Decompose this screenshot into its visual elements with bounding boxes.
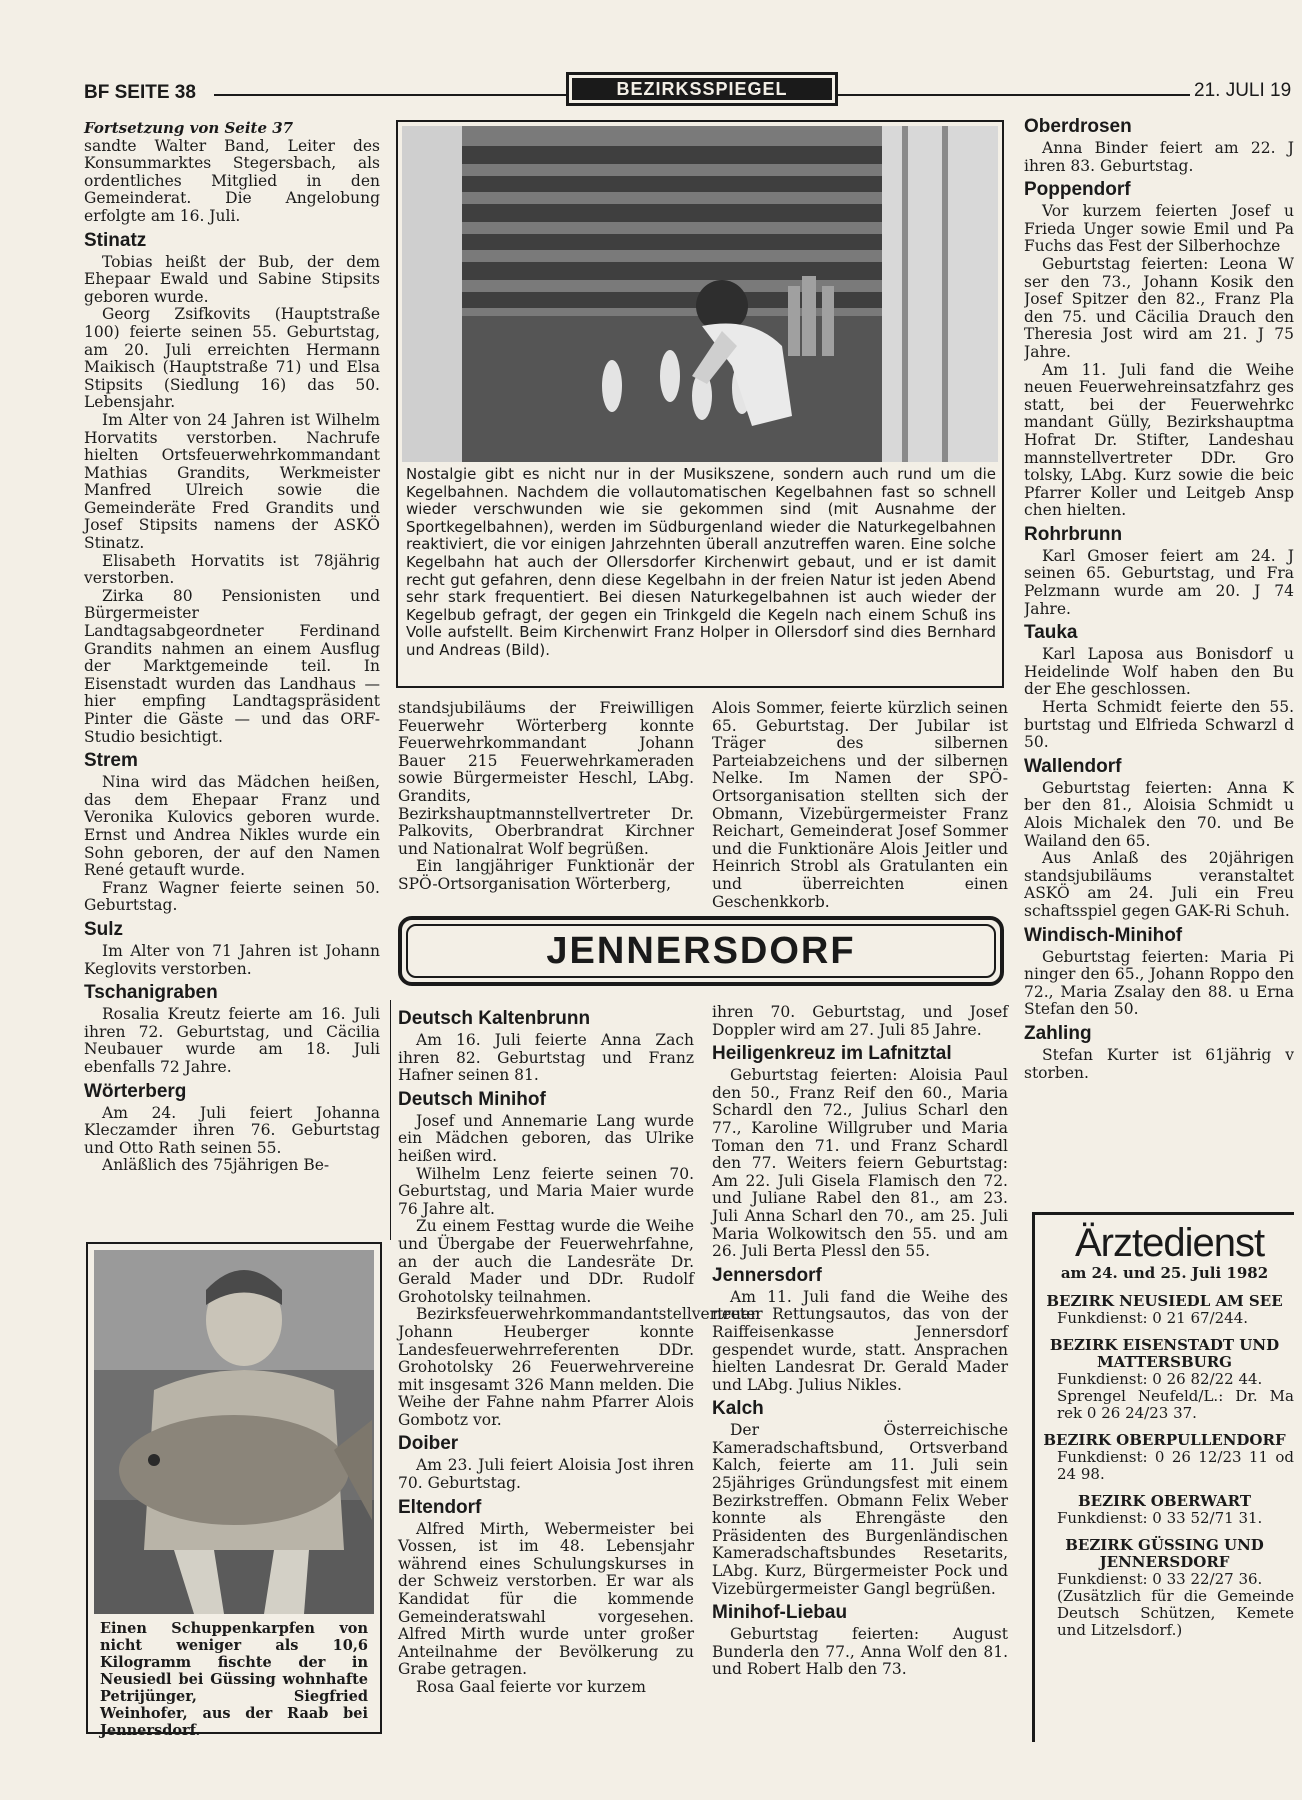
paragraph: Geburtstag feierten: August Bunderla den 77., Anna Wolf den 81. und Robert Halb den 73.	[712, 1625, 1008, 1679]
paragraph: Am 11. Juli fand die Weihe des neuen Rettungsautos, das von der Raiffeisenkasse Jennersdorf gespendet wurde, statt. Ansprachen hielten Landesrat Dr. Gerald Mader und LAbg. Julius Nikles.	[712, 1287, 1008, 1394]
radio-number: Funkdienst: 0 33 52/71 31.	[1057, 1508, 1263, 1527]
paragraph: Aus Anlaß des 20jährigen standsjubiläums veranstaltet ASKÖ am 24. Juli ein Freu schaftsspiel gegen GAK-Ri Schuh.	[1024, 849, 1294, 920]
heading-heiligenkreuz: Heiligenkreuz im Lafnitztal	[712, 1043, 952, 1065]
page-number: BF SEITE 38	[84, 82, 196, 103]
paragraph: sandte Walter Band, Leiter des Konsummarktes Stegersbach, als ordentliches Mitglied in den Gemeinderat. Die Angelobung erfolgte am 16. Juli.	[84, 136, 380, 225]
column-2-top	[398, 700, 694, 894]
issue-date: 21. JULI 19	[1194, 80, 1292, 101]
district-oberwart: BEZIRK OBERWART	[1077, 1491, 1251, 1510]
heading-tschanigraben: Tschanigraben	[84, 982, 218, 1004]
heading-doiber: Doiber	[398, 1433, 459, 1455]
paragraph: Stefan Kurter ist 61jährig v storben.	[1024, 1045, 1294, 1082]
paragraph: Am 16. Juli feierte Anna Zach ihren 82. Geburtstag und Franz Hafner seinen 81.	[398, 1031, 694, 1085]
heading-sulz: Sulz	[84, 918, 124, 940]
paragraph: Geburtstag feierten: Maria Pi ninger den 65., Johann Roppo den 72., Maria Zsalay den 88. u Erna Stefan den 50.	[1024, 947, 1294, 1019]
column-divider	[390, 1000, 391, 1240]
paragraph: Am 23. Juli feiert Aloisia Jost ihren 70. Geburtstag.	[398, 1456, 694, 1493]
paragraph: Franz Wagner feierte seinen 50. Geburtstag.	[84, 878, 380, 915]
paragraph: Geburtstag feierten: Aloisia Paul den 50., Franz Reif den 60., Maria Schardl den 72., Julius Scharl den 77., Karoline Willgruber und Maria Toman den 71. und Franz Schardl den 77. Weiters feiern Geburtstag: Am 22. Juli Gisela Flamisch den 72. und Juliane Rabel den 81., am 23. Juli Anna Scharl den 70., am 25. Juli Maria Wolkowitsch den 55. und am 26. Juli Berta Plessl den 55.	[712, 1066, 1008, 1261]
heading-zahling: Zahling	[1024, 1022, 1092, 1044]
heading-poppendorf: Poppendorf	[1024, 179, 1131, 201]
district-guessing: BEZIRK GÜSSING UND JENNERSDORF	[1065, 1535, 1264, 1571]
paragraph: Anna Binder feiert am 22. J ihren 83. Geburtstag.	[1024, 139, 1294, 175]
paragraph: Herta Schmidt feierte den 55. burtstag und Elfrieda Schwarzl d 50.	[1024, 698, 1294, 752]
fisherman-image	[94, 1250, 374, 1614]
aerztedienst-dates: am 24. und 25. Juli 1982	[1060, 1264, 1269, 1282]
kegelbahn-image	[402, 126, 998, 462]
kegelbahn-photo-caption: Nostalgie gibt es nicht nur in der Musikszene, sondern auch rund um die Kegelbahnen. Nachdem die vollautomatischen Kegelbahnen fast so schnell wieder verschwunden wie sie gekommen sind (mit Ausnahme der Sportkegelbahnen), werden im Südburgenland wieder die Naturkegelbahnen reaktiviert, die vor einigen Jahrzehnten überall anzutreffen waren. Eine solche Kegelbahn hat auch der Ollersdorfer Kirchenwirt gebaut, und er ist damit recht gut gefahren, denn diese Kegelbahn in der freien Natur ist jeden Abend sehr stark frequentiert. Bei diesen Naturkegelbahnen ist auch wieder der Kegelbub gefragt, der gegen ein Trinkgeld die Kegeln nach einem Schuß ins Volle aufstellt. Beim Kirchenwirt Franz Holper in Ollersdorf sind dies Bernhard und Andreas (Bild).	[406, 465, 996, 659]
paragraph: Elisabeth Horvatits ist 78jährig verstorben.	[84, 551, 380, 588]
column-3-bottom	[712, 1004, 1008, 1679]
paragraph: Josef und Annemarie Lang wurde ein Mädchen geboren, das Ulrike heißen wird.	[398, 1111, 694, 1165]
paragraph: Am 24. Juli feiert Johanna Kleczamder ihren 76. Geburtstag und Otto Rath seinen 55.	[84, 1103, 380, 1157]
extra-note: (Zusätzlich für die Gemeinde Deutsch Schützen, Kemete und Litzelsdorf.)	[1057, 1586, 1294, 1639]
masthead-rule-right	[838, 94, 1190, 96]
paragraph: Rosalia Kreutz feierte am 16. Juli ihren 72. Geburtstag, und Cäcilia Neubauer wurde am 18. Juli ebenfalls 72 Jahre.	[84, 1005, 380, 1076]
heading-wallendorf: Wallendorf	[1024, 755, 1122, 777]
extra-contact: Sprengel Neufeld/L.: Dr. Ma rek 0 26 24/23 37.	[1057, 1386, 1294, 1422]
paragraph: Zirka 80 Pensionisten und Bürgermeister Landtagsabgeordneter Ferdinand Grandits nahmen an einem Ausflug der Marktgemeinde teil. In Eisenstadt wurden das Landhaus — hier empfing Landtagspräsident Pinter die Gäste — und das ORF-Studio besichtigt.	[84, 586, 380, 746]
radio-number: Funkdienst: 0 26 12/23 11 od 24 98.	[1057, 1447, 1294, 1483]
column-3-top	[712, 700, 1008, 911]
paragraph: Anläßlich des 75jährigen Be-	[102, 1156, 330, 1175]
paragraph: Bezirksfeuerwehrkommandantstellvertreter Johann Heuberger konnte Landesfeuerwehrreferenten DDr. Grohotolsky 26 Feuerwehrvereine mit insgesamt 326 Mann melden. Die Weihe der Fahne nahm Pfarrer Alois Gombotz vor.	[398, 1305, 763, 1429]
paragraph: Alois Sommer, feierte kürzlich seinen 65. Geburtstag. Der Jubilar ist Träger des silbernen Parteiabzeichens und der silbernen Nelke. Im Namen der SPÖ-Ortsorganisation stellten sich der Obmann, Vizebürgermeister Franz Reichart, Gemeinderat Josef Sommer und die Funktionäre Alois Jeitler und Heinrich Strobl als Gratulanten ein und überreichten einen Geschenkkorb.	[712, 699, 1008, 911]
paragraph: Am 11. Juli fand die Weihe neuen Feuerwehreinsatzfahrz ges statt, bei der Feuerwehrkc mandant Gülly, Bezirkshauptma Hofrat Dr. Stifter, Landeshau mannstellvertreter DDr. Gro tolsky, LAbg. Kurz sowie die beic Pfarrer Koller und Leitgeb Ansp chen hielten.	[1024, 360, 1294, 520]
aerztedienst-box	[1032, 1212, 1294, 1742]
heading-deutsch-minihof: Deutsch Minihof	[398, 1088, 546, 1110]
masthead-section-box	[566, 72, 838, 106]
continuation-note: Fortsetzung von Seite 37	[84, 119, 294, 137]
fish-photo-box	[86, 1242, 382, 1739]
paragraph: Rosa Gaal feierte vor kurzem	[416, 1678, 646, 1696]
district-neusiedl: BEZIRK NEUSIEDL AM SEE	[1046, 1291, 1283, 1310]
paragraph: Geburtstag feierten: Anna K ber den 81., Aloisia Schmidt u Alois Michalek den 70. und Be Wailand den 65.	[1024, 778, 1294, 850]
paragraph: Karl Gmoser feiert am 24. J seinen 65. Geburtstag, und Fra Pelzmann wurde am 20. J 74 Jahre.	[1024, 546, 1294, 618]
heading-windisch-minihof: Windisch-Minihof	[1024, 924, 1183, 946]
district-oberpullendorf: BEZIRK OBERPULLENDORF	[1043, 1430, 1286, 1449]
aerztedienst-title: Ärztedienst	[1075, 1221, 1265, 1265]
heading-minihof-liebau: Minihof-Liebau	[712, 1602, 848, 1624]
paragraph: Vor kurzem feierten Josef u Frieda Unger sowie Emil und Pa Fuchs das Fest der Silberhochze	[1024, 202, 1294, 256]
fish-photo	[94, 1250, 374, 1614]
heading-kalch: Kalch	[712, 1398, 764, 1420]
radio-number: Funkdienst: 0 26 82/22 44.	[1057, 1369, 1263, 1388]
region-banner-inner	[406, 924, 996, 978]
heading-oberdrosen: Oberdrosen	[1024, 116, 1132, 137]
heading-rohrbrunn: Rohrbrunn	[1024, 523, 1123, 545]
radio-number: Funkdienst: 0 21 67/244.	[1057, 1308, 1249, 1327]
radio-number: Funkdienst: 0 33 22/27 36.	[1057, 1569, 1263, 1588]
paragraph: Wilhelm Lenz feierte seinen 70. Geburtstag, und Maria Maier wurde 76 Jahre alt.	[398, 1164, 694, 1218]
column-4	[1024, 116, 1294, 1082]
paragraph: ihren 70. Geburtstag, und Josef Doppler wird am 27. Juli 85 Jahre.	[712, 1003, 1008, 1039]
heading-jennersdorf: Jennersdorf	[712, 1264, 822, 1286]
paragraph: Geburtstag feierten: Leona W ser den 73., Johann Kosik den Josef Spitzer den 82., Franz Pla den 75. und Cäcilia Drauch den Theresia Jost wird am 21. J 75 Jahre.	[1024, 254, 1294, 361]
paragraph: Georg Zsifkovits (Hauptstraße 100) feierte seinen 55. Geburtstag, am 20. Juli erreichten Hermann Maikisch (Hauptstraße 71) und Elsa Stipsits (Siedlung 16) das 50. Lebensjahr.	[84, 305, 380, 412]
paragraph: Der Österreichische Kameradschaftsbund, Ortsverband Kalch, feierte am 11. Juli sein 25jähriges Gründungsfest mit einem Bezirkstreffen. Obmann Felix Weber konnte als Ehrengäste den Präsidenten des Burgenländischen Kameradschaftsbundes Resetarits, LAbg. Kurz, Bürgermeister Pock und Vizebürgermeister Gangl begrüßen.	[712, 1421, 1008, 1598]
column-1	[84, 120, 380, 1175]
paragraph: Im Alter von 24 Jahren ist Wilhelm Horvatits verstorben. Nachrufe hielten Ortsfeuerwehrkommandant Mathias Grandits, Werkmeister Manfred Ulreich sowie die Gemeinderäte Fred Grandits und Josef Stipsits namens der ASKÖ Stinatz.	[84, 410, 380, 553]
paragraph: Karl Laposa aus Bonisdorf u Heidelinde Wolf haben den Bu der Ehe geschlossen.	[1024, 645, 1294, 699]
paragraph: Im Alter von 71 Jahren ist Johann Keglovits verstorben.	[84, 941, 380, 978]
kegelbahn-photo-box	[396, 120, 1004, 688]
heading-deutsch-kaltenbrunn: Deutsch Kaltenbrunn	[398, 1008, 591, 1029]
kegelbahn-photo	[402, 126, 998, 462]
heading-tauka: Tauka	[1024, 622, 1078, 644]
paragraph: Nina wird das Mädchen heißen, das dem Ehepaar Franz und Veronika Kulovics geboren wurde. Ernst und Andrea Nikles wurde ein Sohn geboren, der auf den Namen René getauft wurde.	[84, 773, 380, 880]
paragraph: Tobias heißt der Bub, der dem Ehepaar Ewald und Sabine Stipsits geboren wurde.	[84, 252, 380, 306]
heading-stinatz: Stinatz	[84, 229, 147, 251]
section-title: BEZIRKSSPIEGEL	[572, 78, 832, 100]
heading-eltendorf: Eltendorf	[398, 1496, 482, 1518]
fish-photo-caption: Einen Schuppenkarpfen von nicht weniger als 10,6 Kilogramm fischte der in Neusiedl bei Güssing wohnhafte Petrijünger, Siegfried Weinhofer, aus der Raab bei Jennersdorf.	[100, 1620, 368, 1739]
masthead-rule-left	[214, 94, 566, 96]
region-title: JENNERSDORF	[546, 929, 856, 972]
paragraph: Zu einem Festtag wurde die Weihe und Übergabe der Feuerwehrfahne, an der auch die Landesräte Dr. Gerald Mader und DDr. Rudolf Grohotolsky teilnahmen.	[398, 1217, 694, 1306]
district-eisenstadt: BEZIRK EISENSTADT UND MATTERSBURG	[1049, 1335, 1280, 1371]
region-banner	[398, 916, 1004, 986]
heading-woerterberg: Wörterberg	[84, 1080, 187, 1102]
heading-strem: Strem	[84, 750, 138, 772]
paragraph: standsjubiläums der Freiwilligen Feuerwehr Wörterberg konnte Feuerwehrkommandant Johann Bauer 215 Feuerwehrkameraden sowie Bürgermeister Heschl, LAbg. Grandits, Bezirkshauptmannstellvertreter Dr. Palkovits, Oberbrandrat Kirchner und Nationalrat Wolf begrüßen.	[398, 699, 694, 858]
paragraph: Alfred Mirth, Webermeister bei Vossen, ist im 48. Lebensjahr während eines Schulungskurses in der Schweiz verstorben. Er war als Kandidat für die kommende Gemeinderatswahl vorgesehen. Alfred Mirth wurde unter großer Anteilnahme der Bevölkerung zu Grabe getragen.	[398, 1519, 694, 1679]
paragraph: Ein langjähriger Funktionär der SPÖ-Ortsorganisation Wörterberg,	[398, 857, 694, 893]
